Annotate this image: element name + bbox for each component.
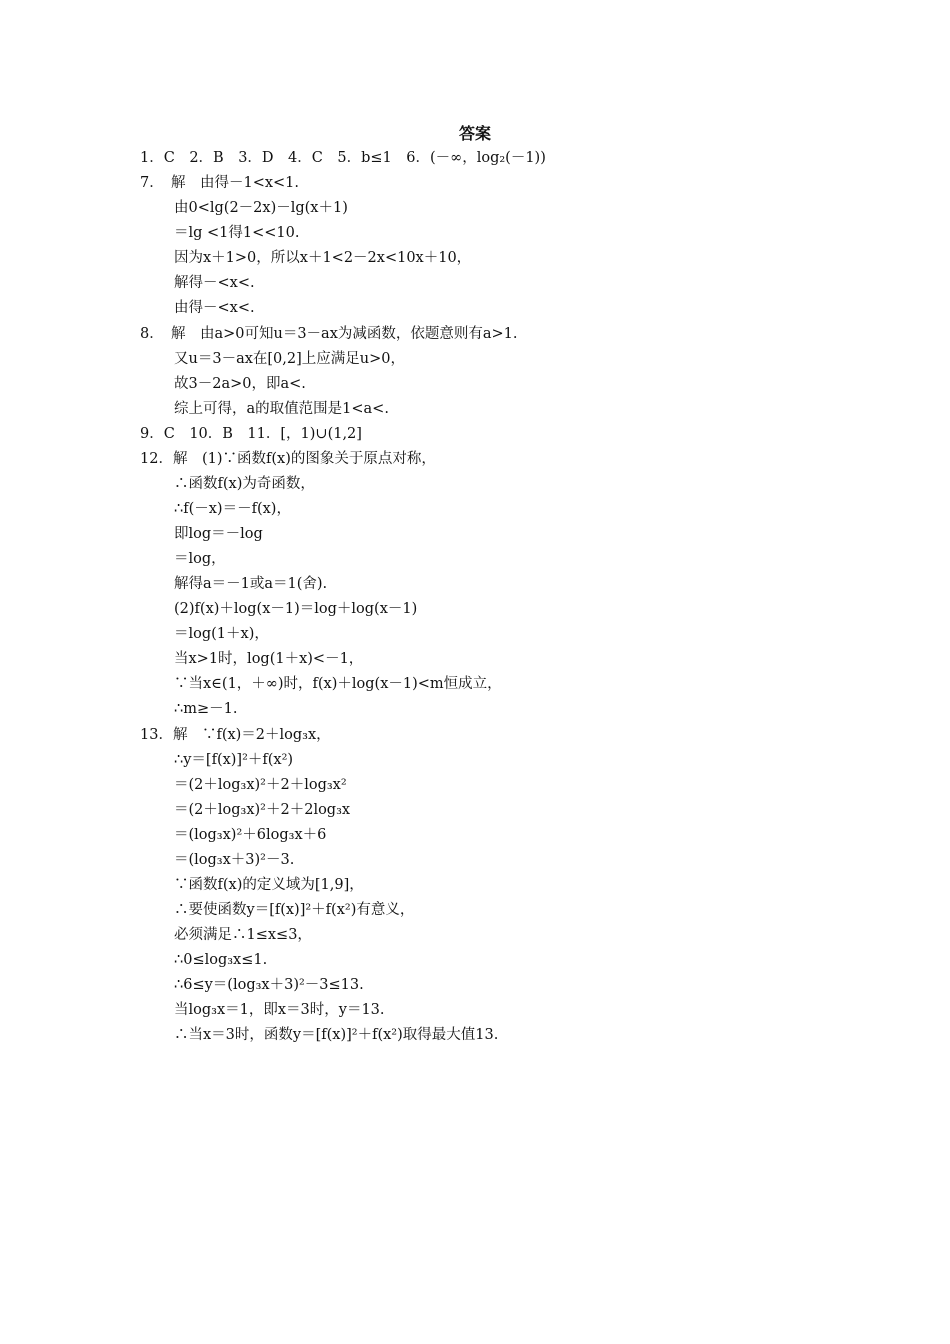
answer-line: 由得－<x<. [174,300,255,316]
answer-line: ∵函数f(x)的定义域为[1,9]， [174,877,364,893]
answer-line: ∴函数f(x)为奇函数， [174,476,315,492]
answer-line: 解得a＝－1或a＝1(舍). [174,576,328,592]
answer-line: 1．C 2．B 3．D 4．C 5．b≤1 6．(－∞，log₂(－1)) [140,150,546,166]
answer-line: 当x>1时，log(1＋x)<－1， [174,651,364,667]
answer-line: ＝(log₃x＋3)²－3. [174,852,295,868]
answer-line: (2)f(x)＋log(x－1)＝log＋log(x－1) [174,601,418,617]
answer-line: ∵当x∈(1，＋∞)时，f(x)＋log(x－1)<m恒成立， [174,676,502,692]
answer-line: ∴f(－x)＝－f(x)， [174,501,291,517]
answer-line: ∴m≥－1. [174,701,238,717]
answer-line: ＝log， [174,551,226,567]
answer-line: 解得－<x<. [174,275,255,291]
answer-line: 即log＝－log [174,526,263,542]
answer-line: ＝log(1＋x)， [174,626,269,642]
answer-line: 8． 解 由a>0可知u＝3－ax为减函数，依题意则有a>1. [140,326,518,342]
page-title: 答案 [458,124,491,143]
answer-line: 13．解 ∵f(x)＝2＋log₃x， [140,727,331,743]
answer-line: ∴当x＝3时，函数y＝[f(x)]²＋f(x²)取得最大值13. [174,1027,499,1043]
answer-line: ∴y＝[f(x)]²＋f(x²) [174,752,294,768]
answer-line: ＝(log₃x)²＋6log₃x＋6 [174,827,327,843]
answer-line: 综上可得，a的取值范围是1<a<. [174,401,389,417]
answer-line: 12．解 (1)∵函数f(x)的图象关于原点对称， [140,451,436,467]
answer-line: ∴0≤log₃x≤1. [174,952,268,968]
answer-line: ∴要使函数y＝[f(x)]²＋f(x²)有意义， [174,902,415,918]
answer-line: 因为x＋1>0，所以x＋1<2－2x<10x＋10， [174,250,472,266]
answer-line: 由0<lg(2－2x)－lg(x＋1) [174,200,348,216]
answer-line: ＝(2＋log₃x)²＋2＋2log₃x [174,802,351,818]
answer-line: 9．C 10．B 11．[，1)∪(1,2] [140,426,362,442]
answer-line: 7． 解 由得－1<x<1. [140,175,300,191]
answer-line: ＝lg <1得1<<10. [174,225,300,241]
answer-line: 必须满足∴1≤x≤3， [174,927,312,943]
answer-line: 当log₃x＝1，即x＝3时，y＝13. [174,1002,385,1018]
answer-line: 故3－2a>0，即a<. [174,376,306,392]
answer-line: ＝(2＋log₃x)²＋2＋log₃x² [174,777,347,793]
answer-line: ∴6≤y＝(log₃x＋3)²－3≤13. [174,977,364,993]
answer-line: 又u＝3－ax在[0,2]上应满足u>0， [174,351,405,367]
